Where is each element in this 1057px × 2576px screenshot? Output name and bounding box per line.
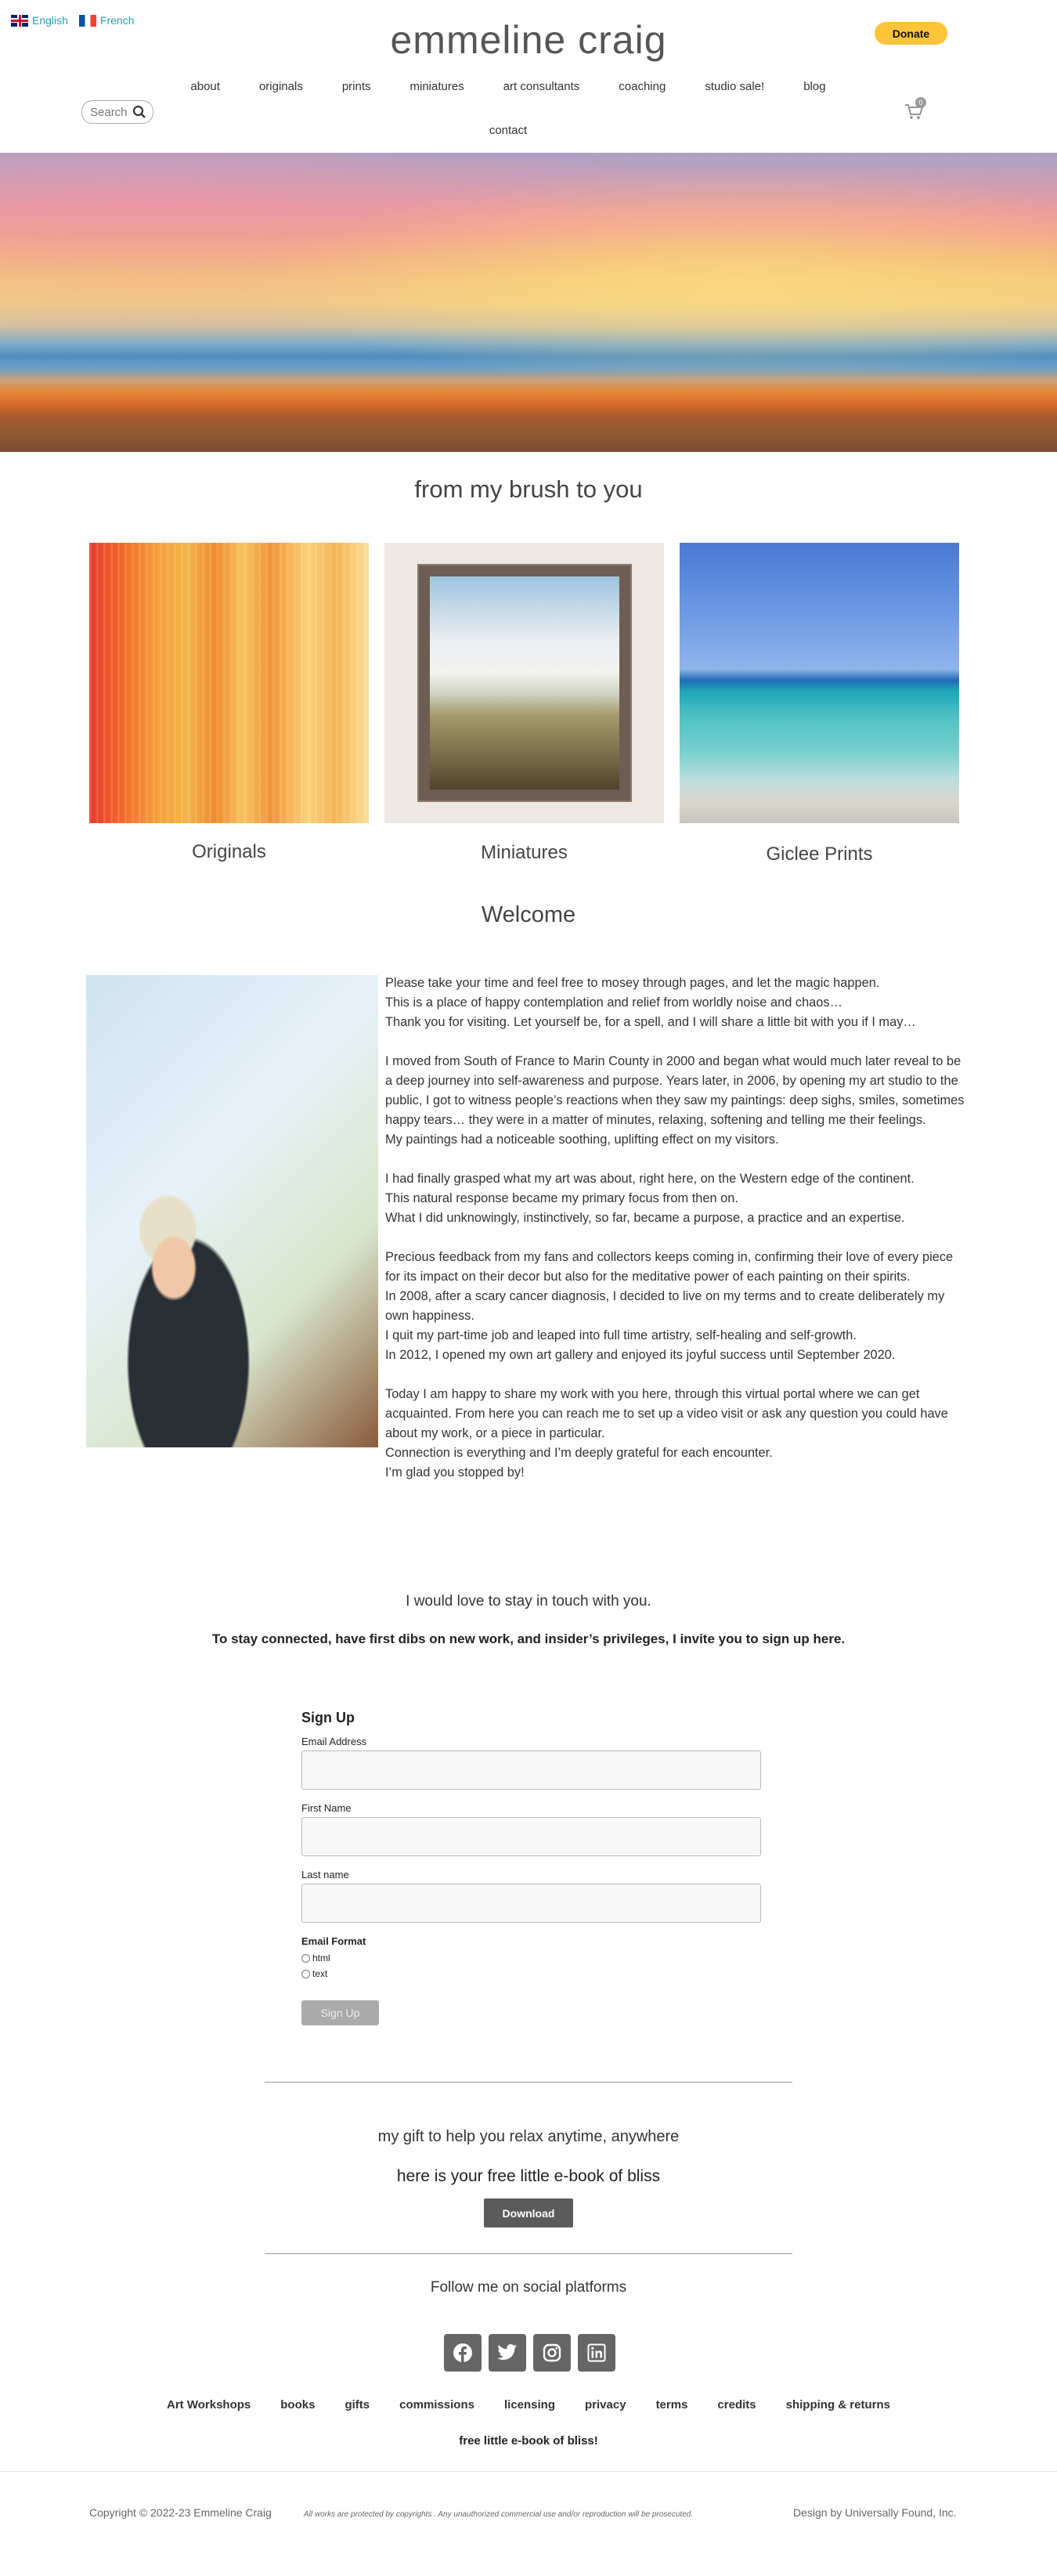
twitter-icon[interactable] xyxy=(489,2334,526,2372)
last-name-label: Last name xyxy=(301,1869,349,1881)
footer-link-gifts[interactable]: gifts xyxy=(345,2398,370,2412)
stay-in-touch-heading: I would love to stay in touch with you. xyxy=(406,1593,651,1610)
miniatures-label[interactable]: Miniatures xyxy=(481,842,568,863)
main-nav xyxy=(168,77,849,141)
bio-paragraph: Please take your time and feel free to mosey through pages, and let the magic happen. This is a place of happy contemplation and relief from worldly noise and chaos… Thank you for visiting. Let yourself be, for a spell, and I will share a little bit with you if I may… xyxy=(385,976,916,1029)
nav-about[interactable]: about xyxy=(190,80,220,93)
search-box xyxy=(81,100,153,124)
originals-image[interactable] xyxy=(89,543,369,823)
footer-link-shipping-returns[interactable]: shipping & returns xyxy=(785,2398,890,2412)
format-radio-html[interactable]: html xyxy=(301,1950,762,1966)
nav-contact[interactable]: contact xyxy=(489,124,528,137)
intro-title: from my brush to you xyxy=(414,475,643,503)
miniatures-image[interactable] xyxy=(384,543,664,823)
nav-blog[interactable]: blog xyxy=(803,80,826,93)
footer-ebook-link[interactable]: free little e-book of bliss! xyxy=(459,2434,598,2448)
form-title: Sign Up xyxy=(301,1710,355,1725)
follow-heading: Follow me on social platforms xyxy=(430,2279,627,2296)
bio-paragraph: Today I am happy to share my work with you here, through this virtual portal where we can get acquainted. From here you can reach me to set up a video visit or ask any question you could have about my work, or a piece in particular. Connection is everything and I’m deeply grateful for each encounter. I’m glad you stopped by! xyxy=(385,1387,948,1479)
framed-painting xyxy=(419,565,630,800)
nav-studio-sale[interactable]: studio sale! xyxy=(705,80,765,93)
footer-nav xyxy=(0,2398,1057,2412)
instagram-icon[interactable] xyxy=(533,2334,571,2372)
footer-link-terms[interactable]: terms xyxy=(655,2398,688,2412)
design-credit[interactable]: Design by Universally Found, Inc. xyxy=(793,2506,957,2519)
facebook-icon[interactable] xyxy=(444,2334,482,2372)
cart-count-badge: 0 xyxy=(915,97,926,108)
giclee-prints-image[interactable] xyxy=(680,543,959,823)
donate-button[interactable]: Donate xyxy=(875,22,947,45)
first-name-field[interactable] xyxy=(301,1817,761,1856)
email-field[interactable] xyxy=(301,1750,761,1790)
format-radio-text[interactable]: text xyxy=(301,1966,762,1982)
signup-form xyxy=(301,1710,762,2025)
footer-link-commissions[interactable]: commissions xyxy=(399,2398,474,2412)
signup-invite-text: To stay connected, have first dibs on new work, and insider’s privileges, I invite you to sign up here. xyxy=(211,1631,846,1646)
last-name-field[interactable] xyxy=(301,1884,761,1923)
email-format-label: Email Format xyxy=(301,1935,366,1947)
radio-icon[interactable] xyxy=(301,1970,310,1978)
lang-english-label: English xyxy=(32,14,68,27)
divider xyxy=(265,2082,792,2083)
bio-paragraph: I had finally grasped what my art was about, right here, on the Western edge of the continent. This natural response became my primary focus from then on. What I did unknowingly, instinctively, so far, became a purpose, a practice and an expertise. xyxy=(385,1172,915,1225)
email-label: Email Address xyxy=(301,1736,367,1747)
signup-button[interactable]: Sign Up xyxy=(301,2000,379,2025)
bio-paragraph: I moved from South of France to Marin County in 2000 and began what would much later reveal to be a deep journey into self-awareness and purpose. Years later, in 2006, by opening my art studio to the public, I got to witness people’s reactions when they saw my paintings: deep sighs, smiles, sometimes happy tears… they were in a matter of minutes, relaxing, softening and telling me their feelings. My paintings had a noticeable soothing, uplifting effect on my visitors. xyxy=(385,1054,965,1147)
artist-portrait xyxy=(86,975,378,1447)
nav-art-consultants[interactable]: art consultants xyxy=(503,80,580,93)
first-name-label: First Name xyxy=(301,1802,352,1814)
hero-sunset-image xyxy=(0,153,1057,452)
nav-miniatures[interactable]: miniatures xyxy=(409,80,464,93)
giclee-prints-label[interactable]: Giclee Prints xyxy=(766,844,873,865)
bio-paragraph: Precious feedback from my fans and collectors keeps coming in, confirming their love of every piece for its impact on their decor but also for the meditative power of each painting on their spirits. In 2008, after a scary cancer diagnosis, I decided to live on my terms and to create deliberately my own happiness. I quit my part-time job and leaped into full time artistry, self-healing and self-growth. In 2012, I opened my own art gallery and enjoyed its joyful success until September 2020. xyxy=(385,1250,954,1362)
copyright-text: Copyright © 2022-23 Emmeline Craig xyxy=(89,2506,272,2519)
nav-prints[interactable]: prints xyxy=(341,80,371,93)
radio-icon[interactable] xyxy=(301,1954,310,1963)
rights-notice: All works are protected by copyrights . Any unauthorized commercial use and/or reproduction will be prosecuted. xyxy=(304,2510,694,2519)
welcome-text xyxy=(385,974,969,1502)
originals-label[interactable]: Originals xyxy=(192,841,266,862)
footer-link-credits[interactable]: credits xyxy=(717,2398,756,2412)
download-button[interactable]: Download xyxy=(484,2198,573,2227)
footer-divider xyxy=(0,2471,1057,2472)
divider xyxy=(265,2253,792,2254)
social-links xyxy=(444,2334,615,2372)
linkedin-icon[interactable] xyxy=(578,2334,615,2372)
search-icon[interactable] xyxy=(132,105,146,119)
footer-link-books[interactable]: books xyxy=(280,2398,316,2412)
site-title[interactable]: emmeline craig xyxy=(390,18,667,62)
search-input[interactable] xyxy=(90,106,129,119)
gift-text: my gift to help you relax anytime, anywhere xyxy=(377,2128,680,2145)
footer-link-licensing[interactable]: licensing xyxy=(503,2398,556,2412)
nav-originals[interactable]: originals xyxy=(258,80,303,93)
lang-french-label: French xyxy=(99,14,135,27)
nav-coaching[interactable]: coaching xyxy=(619,80,666,93)
ebook-text: here is your free little e-book of bliss xyxy=(396,2167,661,2185)
welcome-title: Welcome xyxy=(481,902,576,927)
footer-link-art-workshops[interactable]: Art Workshops xyxy=(167,2398,251,2412)
footer-link-privacy[interactable]: privacy xyxy=(585,2398,626,2412)
